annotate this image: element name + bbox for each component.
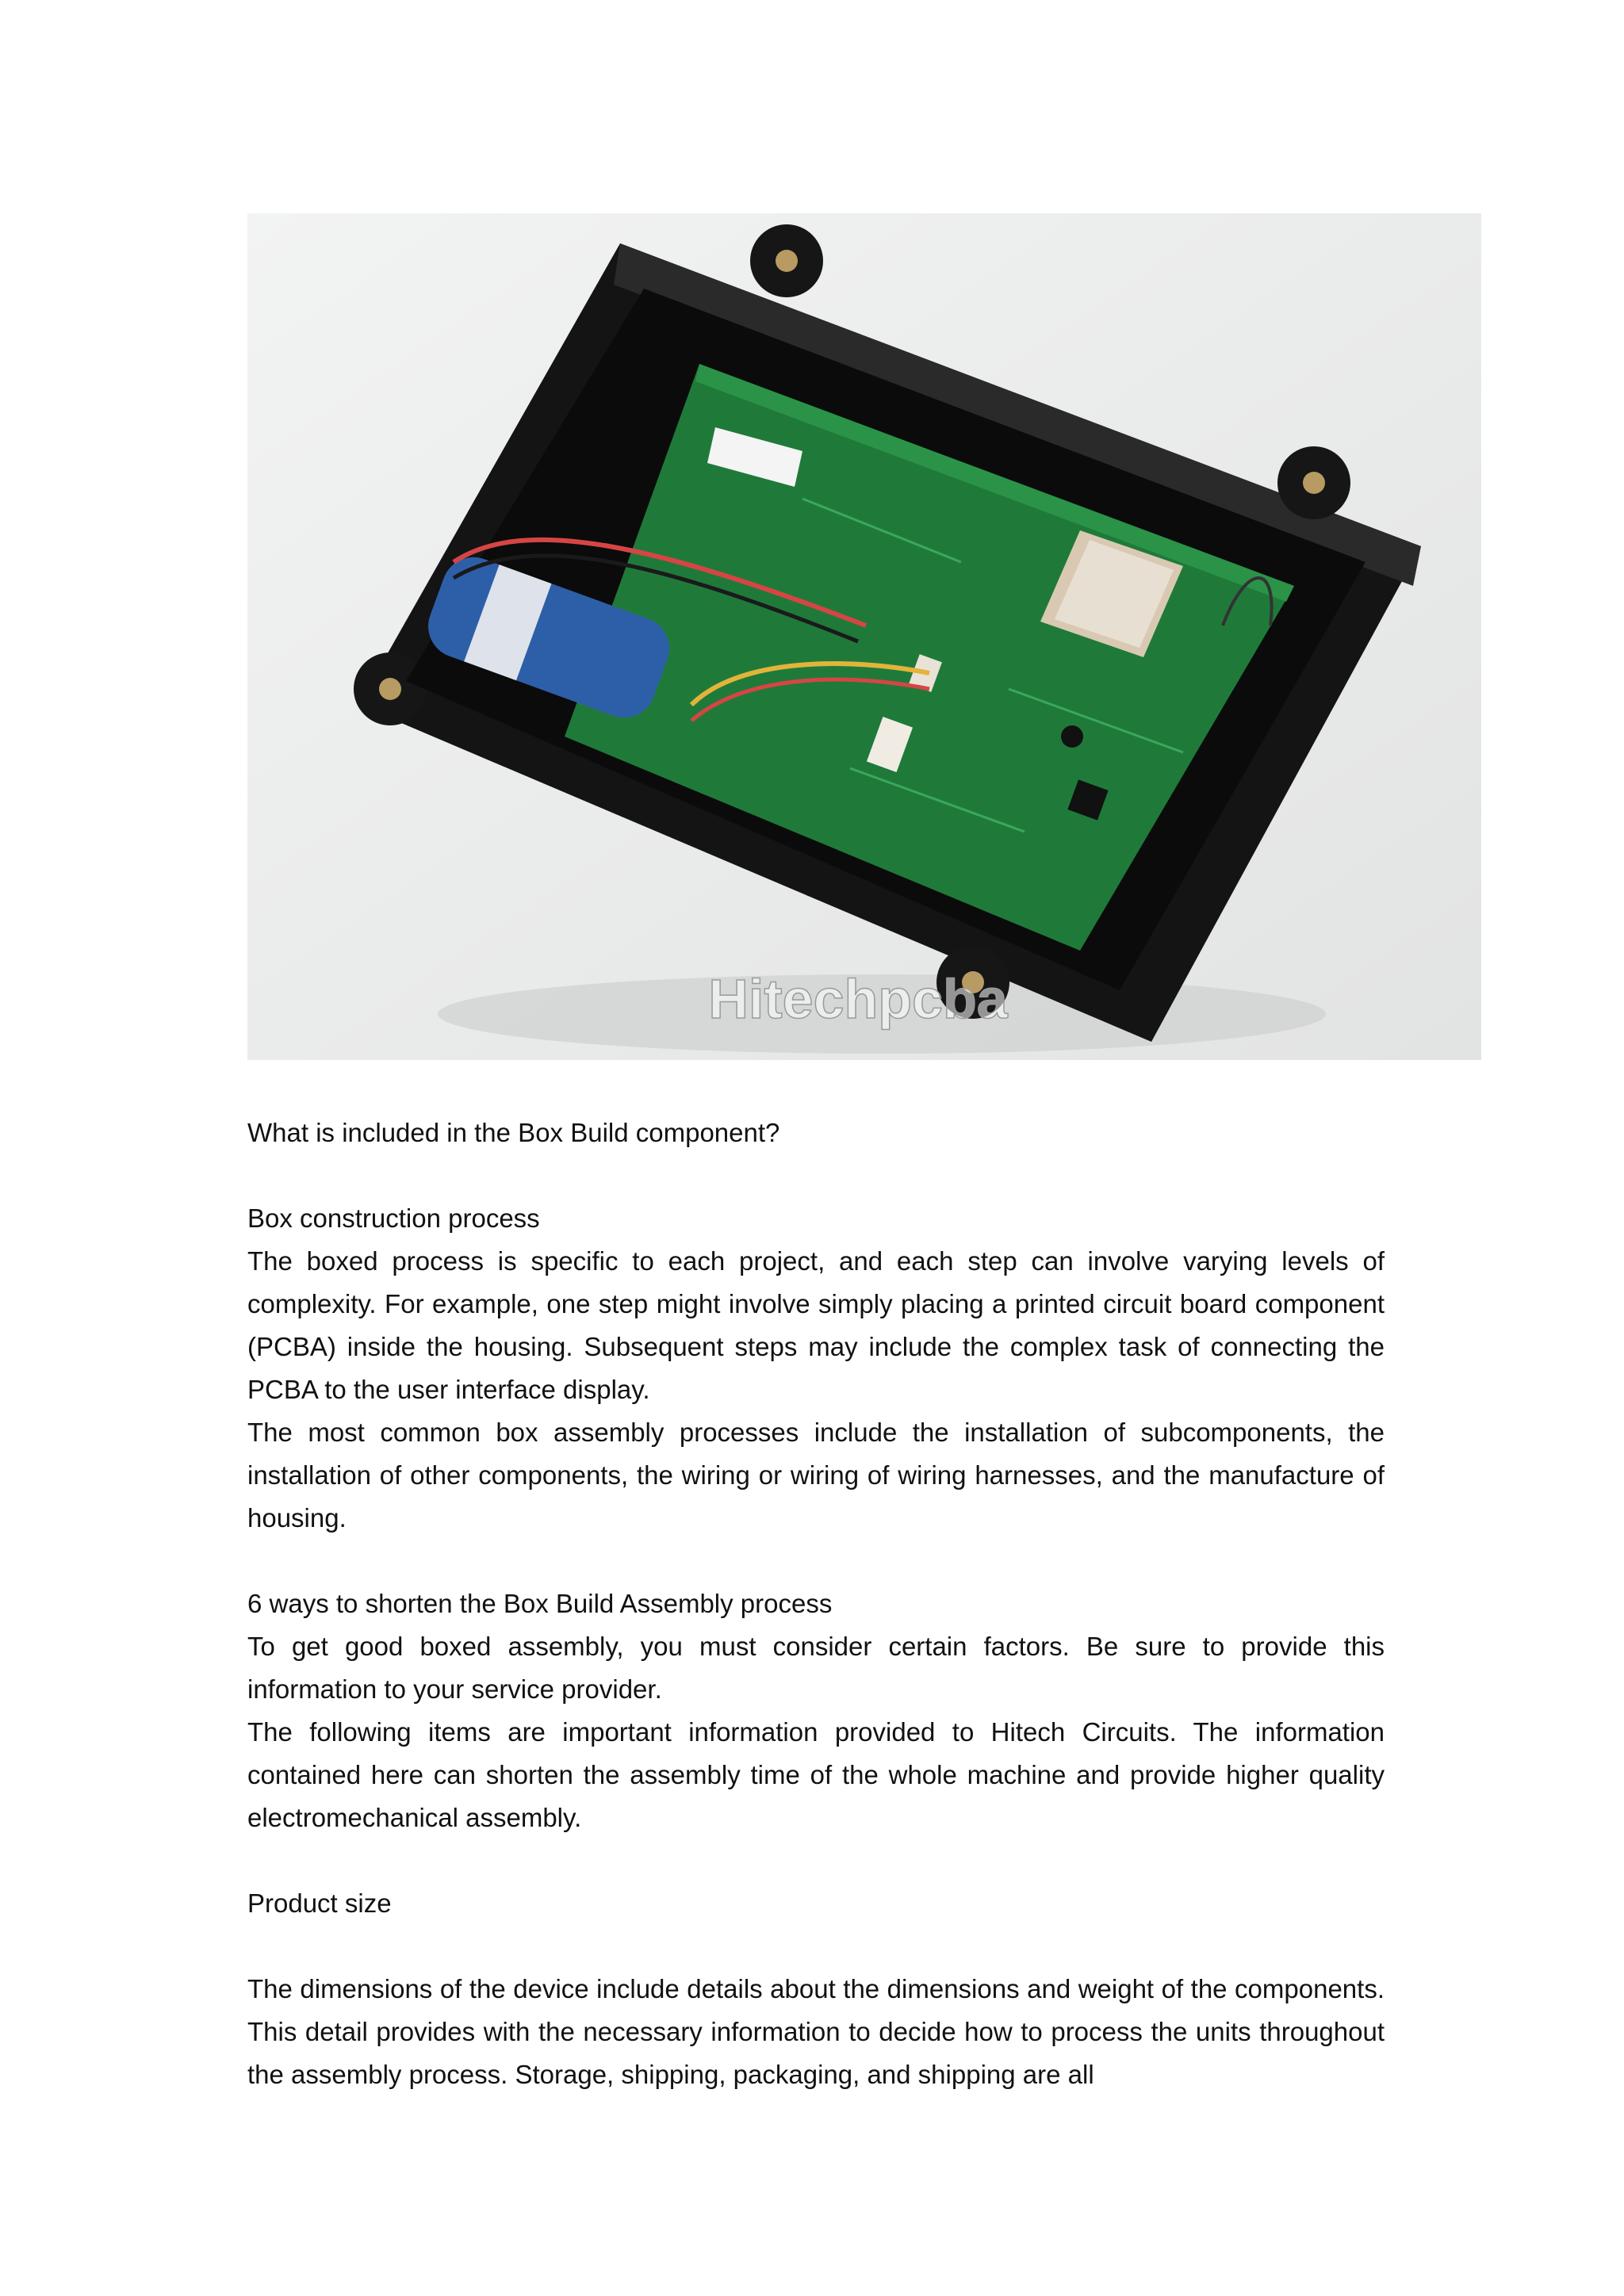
paragraph-size-1: The dimensions of the device include details about the dimensions and weight of the components. This detail provides with the necessary information to decide how to process the units throughout the assembly process. Storage, shipping, packaging, and shipping are all [247, 1974, 1385, 2089]
watermark-text: Hitechpcba [708, 968, 1008, 1030]
section-title-ways: 6 ways to shorten the Box Build Assembly process [247, 1589, 833, 1618]
article-body [247, 1112, 1385, 2096]
section-title-process: Box construction process [247, 1203, 540, 1233]
heading-included: What is included in the Box Build component? [247, 1118, 780, 1147]
paragraph-process-2: The most common box assembly processes include the installation of subcomponents, the installation of other components, the wiring or wiring of wiring harnesses, and the manufacture of housing. [247, 1418, 1385, 1533]
paragraph-ways-1: To get good boxed assembly, you must consider certain factors. Be sure to provide this information to your service provider. [247, 1632, 1385, 1704]
paragraph-process-1: The boxed process is specific to each project, and each step can involve varying levels of complexity. For example, one step might involve simply placing a printed circuit board component (PCBA) inside the housing. Subsequent steps may include the complex task of connecting the PCBA to the user interface display. [247, 1246, 1385, 1404]
paragraph-ways-2: The following items are important information provided to Hitech Circuits. The information contained here can shorten the assembly time of the whole machine and provide higher quality electromechanical assembly. [247, 1717, 1385, 1832]
section-title-size: Product size [247, 1888, 392, 1918]
enclosure-pcb-illustration [247, 213, 1481, 1060]
product-photo [247, 213, 1481, 1060]
